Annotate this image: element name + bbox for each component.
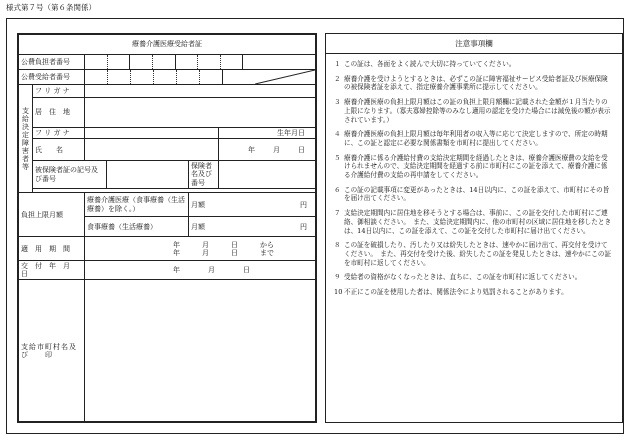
form-title: 療養介護医療受給者証 (19, 35, 316, 55)
furigana-label: フ リ ガ ナ (33, 85, 85, 98)
furigana-name-field[interactable] (85, 128, 219, 139)
name-label: 氏 名 (33, 139, 85, 161)
limit-medical-label: 療養介護医療（食事療養（生活療養）を除く。） (85, 193, 189, 217)
validity-to-year: 年 (173, 248, 180, 257)
validity-label: 適 用 期 間 (19, 237, 85, 261)
validity-to-month: 月 (202, 248, 209, 257)
issue-year: 年 (173, 266, 180, 275)
notes-title: 注意事項欄 (326, 34, 622, 54)
limit-medical-monthly: 月額 (191, 200, 205, 209)
limit-label: 負担上限月額 (19, 193, 85, 237)
birth-date-field[interactable] (219, 139, 316, 161)
note-item: ４ 療養介護医療の負担上限月額は毎年利用者の収入等に応じて決定しますので、所定の時期に、この証と認定に必要な関係書類を市町村に提出してください。 (334, 130, 608, 147)
insurer-field[interactable] (219, 161, 316, 189)
furigana-field[interactable] (85, 85, 316, 98)
name-field[interactable] (85, 139, 219, 161)
insured-card-label: 被保険者証の記号及び番号 (33, 161, 107, 189)
validity-from: から (260, 240, 274, 249)
address-field[interactable] (85, 98, 316, 128)
furigana-name-label: フ リ ガ ナ (33, 128, 85, 139)
notes-panel (325, 33, 623, 423)
note-item: ５ 療養介護に係る介護給付費の支給決定期間を経過したときは、療養介護医療費の支給を受けられませんので、支給決定期間を経過する前に市町村にこの証を添えて、療養介護に係る介護給付費の支給の再申請をしてください。 (334, 153, 608, 180)
validity-to: まで (260, 248, 274, 257)
validity-from-month: 月 (202, 240, 209, 249)
certificate-form (17, 33, 317, 423)
note-item: ８ この証を破損したり、汚したり又は紛失したときは、速やかに届け出て、再交付を受けてください。 また、再交付を受けた後、紛失したこの証を発見したときは、速やかにこの証を市町村に返してください。 (334, 241, 612, 267)
recipient-group-label: 支給決定障害者等 (19, 85, 33, 193)
address-label: 居 住 地 (33, 98, 85, 128)
limit-medical-yen: 円 (300, 200, 307, 209)
issuer-label: 支給市町村名及 び 印 (19, 280, 85, 422)
insurer-label: 保険者名及び番号 (189, 161, 219, 189)
issue-day: 日 (243, 266, 250, 275)
validity-to-day: 日 (231, 248, 238, 257)
limit-meal-yen: 円 (300, 222, 307, 231)
note-item: ６ この証の記載事項に変更があったときは、14日以内に、この証を添えて、市町村にその旨を届け出てください。 (334, 185, 610, 203)
limit-meal-field[interactable] (189, 217, 316, 237)
public-payer-no-label: 公費負担者番号 (19, 55, 85, 70)
validity-from-year: 年 (173, 240, 180, 249)
insured-card-field[interactable] (107, 161, 189, 189)
issuer-field[interactable] (85, 280, 316, 422)
note-item: ９ 受給者の資格がなくなったときは、直ちに、この証を市町村に返してください。 (334, 273, 582, 282)
birth-day-label: 日 (298, 145, 305, 154)
limit-meal-label: 食事療養（生活療養） (85, 217, 189, 237)
diagonal-strike (85, 70, 315, 84)
certificate-table (18, 34, 316, 422)
public-recipient-no-field[interactable] (85, 70, 316, 85)
form-number: 様式第７号（第６条関係） (6, 3, 96, 12)
note-item: ７ 支給決定期間内に居住地を移そうとする場合は、事前に、この証を交付した市町村にご連絡、御相談ください。 また、支給決定期間内に、他の市町村の区域に居住地を移したときは、14日以内に、この証を添えて、この証を交付した市町村に届け出てください。 (334, 209, 612, 235)
notes-list (326, 54, 622, 307)
birth-date-label: 生年月日 (219, 128, 316, 139)
issue-date-label: 交 付 年 月 日 (19, 261, 85, 280)
validity-field[interactable] (85, 237, 316, 261)
note-item: 10 不正にこの証を使用した者は、関係法令により処罰されることがあります。 (334, 288, 568, 297)
public-payer-no-field[interactable] (85, 55, 316, 70)
public-recipient-no-label: 公費受給者番号 (19, 70, 85, 85)
birth-year-label: 年 (248, 145, 255, 154)
issue-date-field[interactable] (85, 261, 316, 280)
issue-month: 月 (208, 266, 215, 275)
note-item: ２ 療養介護を受けようとするときは、必ずこの証に障害福祉サービス受給者証及び医療保険の被保険者証を添えて、指定療養介護事業所に提示してください。 (334, 74, 608, 92)
limit-meal-monthly: 月額 (191, 222, 205, 231)
certificate-frame (6, 18, 624, 434)
note-item: １ この証は、各面をよく読んで大切に持っていてください。 (334, 60, 516, 68)
birth-month-label: 月 (273, 145, 280, 154)
note-item: ３ 療養介護医療の負担上限月額はこの証の負担上限月額欄に記載された金額が１月当たりの上限になります。（寡夫寡婦控除等のみなし適用の認定を受けた場合には減免後の額が表示されています。） (334, 98, 611, 124)
validity-from-day: 日 (231, 240, 238, 249)
limit-medical-field[interactable] (189, 193, 316, 217)
